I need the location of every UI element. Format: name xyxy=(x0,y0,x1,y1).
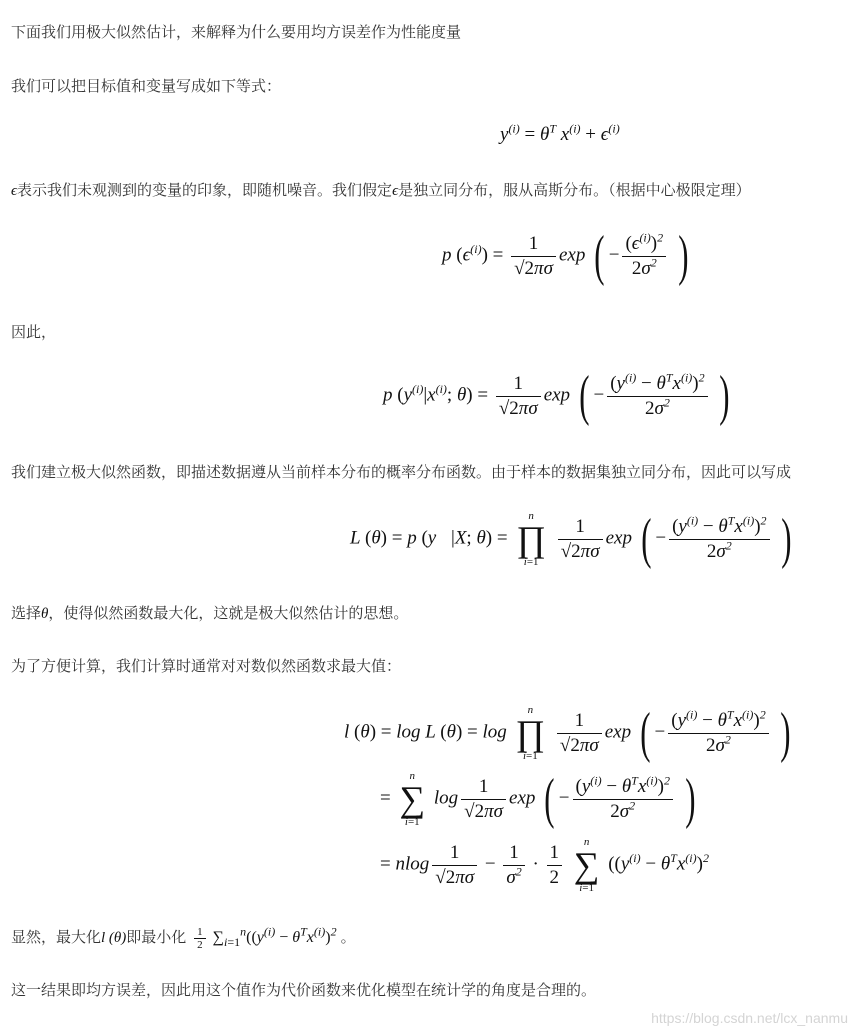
likelihood-equation: L (θ) = p (y⃗|X; θ) = n ∏ i=1 $\frac{1}{√2\pi\sigma}$ exp ( − $\frac{(y^{(i)} - \theta^Tx^{(i)})^2}{2\sigma^2}$ ) xyxy=(350,508,792,570)
obviously-paragraph: 显然，最大化l (θ)即最小化 $\frac{1}{2}$ $\sum_{i=1}^n((y^{(i)} - \theta^Tx^{(i)})^2$ 。 xyxy=(11,924,356,951)
therefore-label: 因此， xyxy=(11,323,57,341)
epsilon-description: ϵ表示我们未观测到的变量的印象，即随机噪音。我们假定ϵ是独立同分布，服从高斯分布。（根据中心极限定理） xyxy=(11,181,751,199)
mse-inline-formula: $\frac{1}{2}$ $\sum_{i=1}^n((y^{(i)} - \theta^Tx^{(i)})^2$ xyxy=(191,929,340,946)
likelihood-description: 我们建立极大似然函数，即描述数据遵从当前样本分布的概率分布函数。由于样本的数据集独立同分布，因此可以写成 xyxy=(11,463,792,481)
model-equation: $y^{(i)} = \theta^T$ $x^{(i)} + \epsilon^{(i)}$ xyxy=(500,121,620,145)
log-likelihood-line-2: = n ∑ i=1 log $\frac{1}{√2\pi\sigma}$ exp ( − $\frac{(y^{(i)} - \theta^Tx^{(i)})^2}{2\sigma^2}$ ) xyxy=(380,768,696,830)
log-likelihood-line-1: l (θ) = log L (θ) = log n ∏ i=1 $\frac{1}{√2\pi\sigma}$ exp ( − $\frac{(y^{(i)} - \theta^Tx^{(i)})^2}{2\sigma^2}$ ) xyxy=(344,702,791,764)
log-likelihood-line-3: = nlog $\frac{1}{√2\pi\sigma}$ − $\frac{1}{\sigma^2}$ · $\frac{1}{2}$ n ∑ i=1 ($(y^{(i)} - \theta^Tx^{(i)})^2$ xyxy=(380,836,709,894)
conditional-pdf-equation: p ($y^{(i)}|x^{(i)}$; θ) = $\frac{1}{√2\pi\sigma}$ exp ( − $\frac{(y^{(i)} - \theta^Tx^{(i)})^2}{2\sigma^2}$ ) xyxy=(383,365,730,427)
intro-paragraph: 下面我们用极大似然估计，来解释为什么要用均方误差作为性能度量 xyxy=(11,23,462,41)
noise-pdf-equation: p $(\epsilon^{(i)})$ = $\frac{1}{√2\pi\sigma}$ exp ( − $\frac{(\epsilon^{(i)})^2}{2\sigma^2}$ ) xyxy=(442,225,689,287)
theta-symbol: θ xyxy=(41,606,49,622)
l-theta-symbol: l (θ) xyxy=(101,930,127,947)
log-description: 为了方便计算，我们计算时通常对对数似然函数求最大值： xyxy=(11,657,402,675)
epsilon-symbol: ϵ xyxy=(11,183,18,199)
choose-theta-paragraph: 选择θ，使得似然函数最大化，这就是极大似然估计的思想。 xyxy=(11,604,409,622)
conclusion-paragraph: 这一结果即均方误差，因此用这个值作为代价函数来优化模型在统计学的角度是合理的。 xyxy=(11,981,597,999)
write-as-paragraph: 我们可以把目标值和变量写成如下等式： xyxy=(11,77,282,95)
watermark: https://blog.csdn.net/lcx_nanmu xyxy=(651,1010,848,1026)
